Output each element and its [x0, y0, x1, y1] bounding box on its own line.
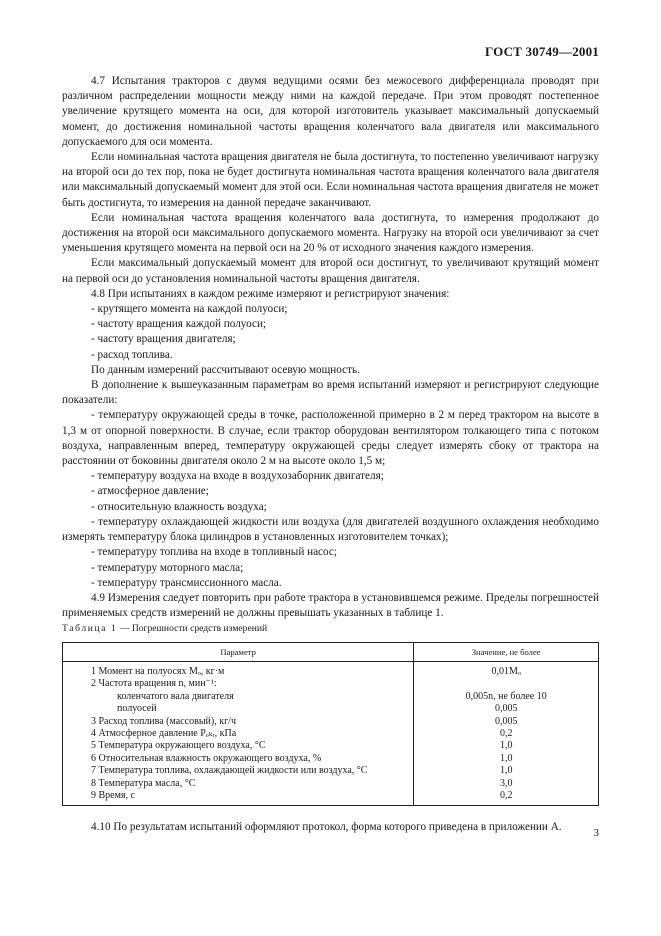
table-caption-text: — Погрешности средств измерений: [117, 623, 268, 635]
table-row: [63, 678, 599, 690]
list-item: - температуру топлива на входе в топливный насос;: [91, 546, 337, 559]
list-item: - относительную влажность воздуха;: [91, 500, 267, 513]
table-caption-label: Таблица 1: [62, 623, 118, 635]
document-header: ГОСТ 30749—2001: [484, 44, 599, 59]
paragraph: 4.9 Измерения следует повторить при работе трактора в установившемся режиме. Пределы погрешностей применяемых средств измерений не должны превышать указанных в таблице 1.: [62, 591, 599, 620]
table-cell-parameter: [63, 691, 414, 703]
list-item: - температуру охлаждающей жидкости или воздуха (для двигателей воздушного охлаждения необходимо измерять температуру блока цилиндров в установленных изготовителем точках);: [62, 515, 599, 544]
table-cell-value: 1,0: [414, 753, 599, 765]
table-row: [63, 691, 599, 703]
table-cell-value: 0,005: [414, 716, 599, 728]
table-row: [63, 661, 599, 678]
table-cell-parameter: [63, 703, 414, 715]
table-cell-value: 0,01Mₒ: [414, 661, 599, 678]
paragraph: В дополнение к вышеуказанным параметрам во время испытаний измеряют и регистрируют следующие показатели:: [62, 379, 599, 407]
table-row: [63, 765, 599, 777]
table-row: [63, 703, 599, 715]
table-row: [63, 753, 599, 765]
table-cell-parameter: 5 Температура окружающего воздуха, °С: [63, 740, 414, 752]
list-item: - расход топлива.: [91, 348, 173, 361]
table-cell-value: 1,0: [414, 765, 599, 777]
table-subitem: полуосей: [117, 703, 157, 715]
list-item: - температуру воздуха на входе в воздухозаборник двигателя;: [91, 470, 384, 483]
table-cell-value: 1,0: [414, 740, 599, 752]
list-item: - крутящего момента на каждой полуоси;: [91, 303, 288, 316]
table-cell-parameter: 3 Расход топлива (массовый), кг/ч: [63, 716, 414, 728]
column-header-parameter: Параметр: [63, 642, 414, 661]
list-item: - частоту вращения двигателя;: [91, 333, 236, 346]
paragraph: По данным измерений рассчитывают осевую мощность.: [91, 363, 360, 376]
table-row: [63, 728, 599, 740]
table-cell-value: 3,0: [414, 778, 599, 790]
table-cell-parameter: 9 Время, с: [63, 790, 414, 806]
table-cell-value: 0,2: [414, 728, 599, 740]
table-cell-parameter: 1 Момент на полуосях Mₒ, кг·м: [63, 661, 414, 678]
table-cell-value: 0,005n, не более 10: [414, 691, 599, 703]
paragraph: Если максимальный допускаемый момент для второй оси достигнут, то увеличивают крутящий момент на первой оси до установления номинальной частоты вращения двигателя.: [62, 257, 599, 285]
table-cell-parameter: 2 Частота вращения n, мин⁻¹:: [63, 678, 414, 690]
table-cell-value: 0,005: [414, 703, 599, 715]
table-row: [63, 790, 599, 806]
table-row: [63, 740, 599, 752]
table-caption: [62, 621, 599, 636]
list-item: - температуру трансмиссионного масла.: [91, 576, 282, 589]
table-subitem: коленчатого вала двигателя: [117, 690, 234, 702]
table-cell-parameter: 7 Температура топлива, охлаждающей жидкости или воздуха, °С: [63, 765, 414, 777]
table-cell-value: 0,2: [414, 790, 599, 806]
table-cell-parameter: 6 Относительная влажность окружающего воздуха, %: [63, 753, 414, 765]
table-cell-parameter: 8 Температура масла, °С: [63, 778, 414, 790]
paragraph: 4.7 Испытания тракторов с двумя ведущими осями без межосевого дифференциала проводят при различном распределении мощности между ними на каждой передаче. При этом проводят постепенное увеличение крутящего момента на оси, для которой изготовитель указывает максимальный допускаемый момент, до достижения номинальной частоты вращения коленчатого вала двигателя или максимального допускаемого для оси момента.: [62, 75, 599, 148]
page-number: 3: [593, 827, 599, 839]
list-item: - температуру окружающей среды в точке, расположенной примерно в 2 м перед трактором на высоте в 1,3 м от опорной поверхности. В случае, если трактор оборудован вентилятором толкающего типа с потоком воздуха, направленным вперед, температуру окружающей среды следует измерять сбоку от трактора на расстоянии от боковины двигателя около 2 м на высоте около 1,5 м;: [62, 409, 599, 468]
paragraph: Если номинальная частота вращения коленчатого вала достигнута, то измерения продолжают до достижения на второй оси максимального допускаемого момента. Нагрузку на второй оси увеличивают за счет уменьшения крутящего момента на первой оси на 20 % от исходного значения каждого измерения.: [62, 211, 599, 255]
table-cell-value: [414, 678, 599, 690]
table-row: [63, 716, 599, 728]
list-item: - температуру моторного масла;: [91, 561, 244, 574]
list-item: - атмосферное давление;: [91, 485, 209, 498]
paragraph: Если номинальная частота вращения двигателя не была достигнута, то постепенно увеличивают нагрузку на второй оси до тех пор, пока не будет достигнута номинальная частота вращения коленчатого вала двигателя или максимальный допускаемый момент для этой оси. Если номинальная частота вращения двигателя не может быть достигнута, то измерения на данной передаче заканчивают.: [62, 151, 599, 209]
list-item: - частоту вращения каждой полуоси;: [91, 318, 267, 331]
column-header-value: Значение, не более: [414, 642, 599, 661]
paragraph: 4.8 При испытаниях в каждом режиме измеряют и регистрируют значения:: [91, 287, 450, 300]
document-body: [62, 74, 599, 836]
table-row: [63, 778, 599, 790]
paragraph: 4.10 По результатам испытаний оформляют протокол, форма которого приведена в приложении А.: [91, 821, 562, 834]
measurement-error-table: [62, 642, 599, 807]
table-cell-parameter: 4 Атмосферное давление Pₒₖᵣ, кПа: [63, 728, 414, 740]
